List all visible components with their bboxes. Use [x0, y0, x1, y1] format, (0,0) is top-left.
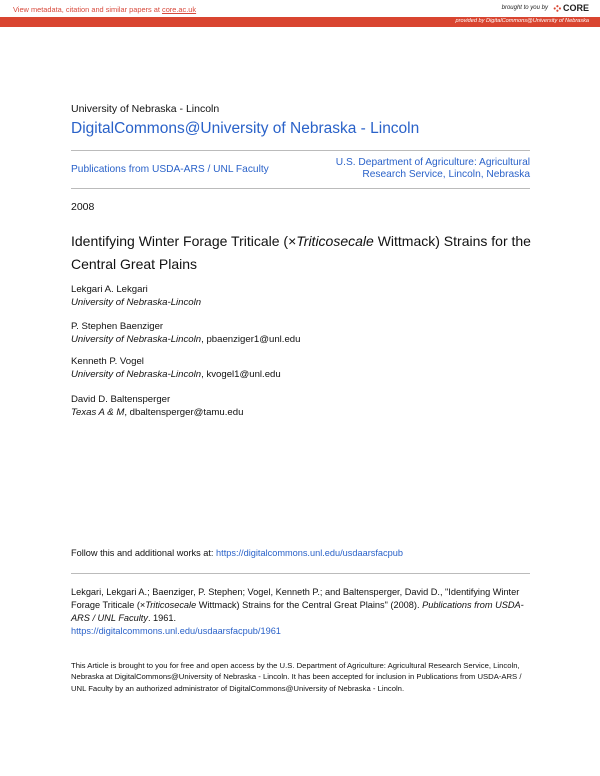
citation-link[interactable]: https://digitalcommons.unl.edu/usdaarsfacpub/1961 [71, 626, 281, 636]
author-affiliation: University of Nebraska-Lincoln [71, 297, 202, 308]
collection-link-right[interactable]: U.S. Department of Agriculture: Agricultural Research Service, Lincoln, Nebraska [335, 157, 530, 180]
divider-bottom [71, 573, 530, 574]
repository-link[interactable]: DigitalCommons@University of Nebraska - Lincoln [71, 120, 420, 137]
divider-top [71, 150, 530, 151]
core-link[interactable]: core.ac.uk [162, 5, 197, 14]
recommended-citation [71, 586, 541, 638]
author-entry [71, 320, 300, 346]
follow-line [71, 548, 403, 558]
core-logo-icon [552, 4, 561, 13]
author-name: David D. Baltensperger [71, 394, 171, 405]
author-affiliation: Texas A & M [71, 407, 125, 418]
author-email: , kvogel1@unl.edu [201, 369, 281, 380]
author-affiliation: University of Nebraska-Lincoln [71, 369, 202, 380]
citation-italic-2: Publications from USDA-ARS / UNL Faculty [71, 600, 524, 623]
author-name: P. Stephen Baenziger [71, 321, 164, 332]
divider-middle [71, 188, 530, 189]
title-part-1: Identifying Winter Forage Triticale (× [71, 233, 297, 249]
access-notice: This Article is brought to you for free and open access by the U.S. Department of Agriculture: Agricultural Research Service, Lincoln, Nebraska at DigitalCommons@University of Nebraska - Lincoln. It has been accepted for inclusion in Publications from USDA-ARS / UNL Faculty by an authorized administrator of DigitalCommons@University of Nebraska - Lincoln. [71, 661, 522, 693]
core-metadata-line [13, 5, 196, 14]
provided-by-text: provided by DigitalCommons@University of Nebraska [455, 18, 589, 24]
follow-link[interactable]: https://digitalcommons.unl.edu/usdaarsfacpub [216, 548, 403, 558]
author-affiliation: University of Nebraska-Lincoln [71, 334, 202, 345]
follow-text: Follow this and additional works at: [71, 548, 217, 558]
publication-year: 2008 [71, 201, 95, 213]
core-logo-text: CORE [562, 3, 589, 13]
title-part-2: Wittmack) Strains for the Central Great Plains [71, 233, 531, 272]
core-provided-strip [0, 17, 600, 27]
collection-link-left[interactable]: Publications from USDA-ARS / UNL Faculty [71, 164, 269, 175]
university-name: University of Nebraska - Lincoln [71, 103, 220, 115]
citation-part-3: . 1961. [147, 613, 177, 623]
author-name: Lekgari A. Lekgari [71, 284, 148, 295]
citation-italic-1: Triticosecale [145, 600, 197, 610]
citation-part-2: Wittmack) Strains for the Central Great Plains" (2008). [196, 600, 423, 610]
author-email: , dbaltensperger@tamu.edu [124, 407, 244, 418]
core-brand [502, 3, 589, 13]
core-metadata-text: View metadata, citation and similar papers at [13, 5, 162, 14]
title-italic: Triticosecale [296, 233, 374, 249]
core-logo[interactable] [552, 3, 589, 13]
author-name: Kenneth P. Vogel [71, 356, 144, 367]
author-entry [71, 393, 243, 419]
author-entry [71, 283, 201, 309]
core-banner [0, 0, 600, 27]
author-email: , pbaenziger1@unl.edu [201, 334, 301, 345]
citation-part-1: Lekgari, Lekgari A.; Baenziger, P. Stephen; Vogel, Kenneth P.; and Baltensperger, David D., "Identifying Winter Forage Triticale (× [71, 587, 520, 610]
author-entry [71, 355, 281, 381]
brought-by-text: brought to you by [501, 5, 548, 11]
document-title [71, 230, 531, 276]
